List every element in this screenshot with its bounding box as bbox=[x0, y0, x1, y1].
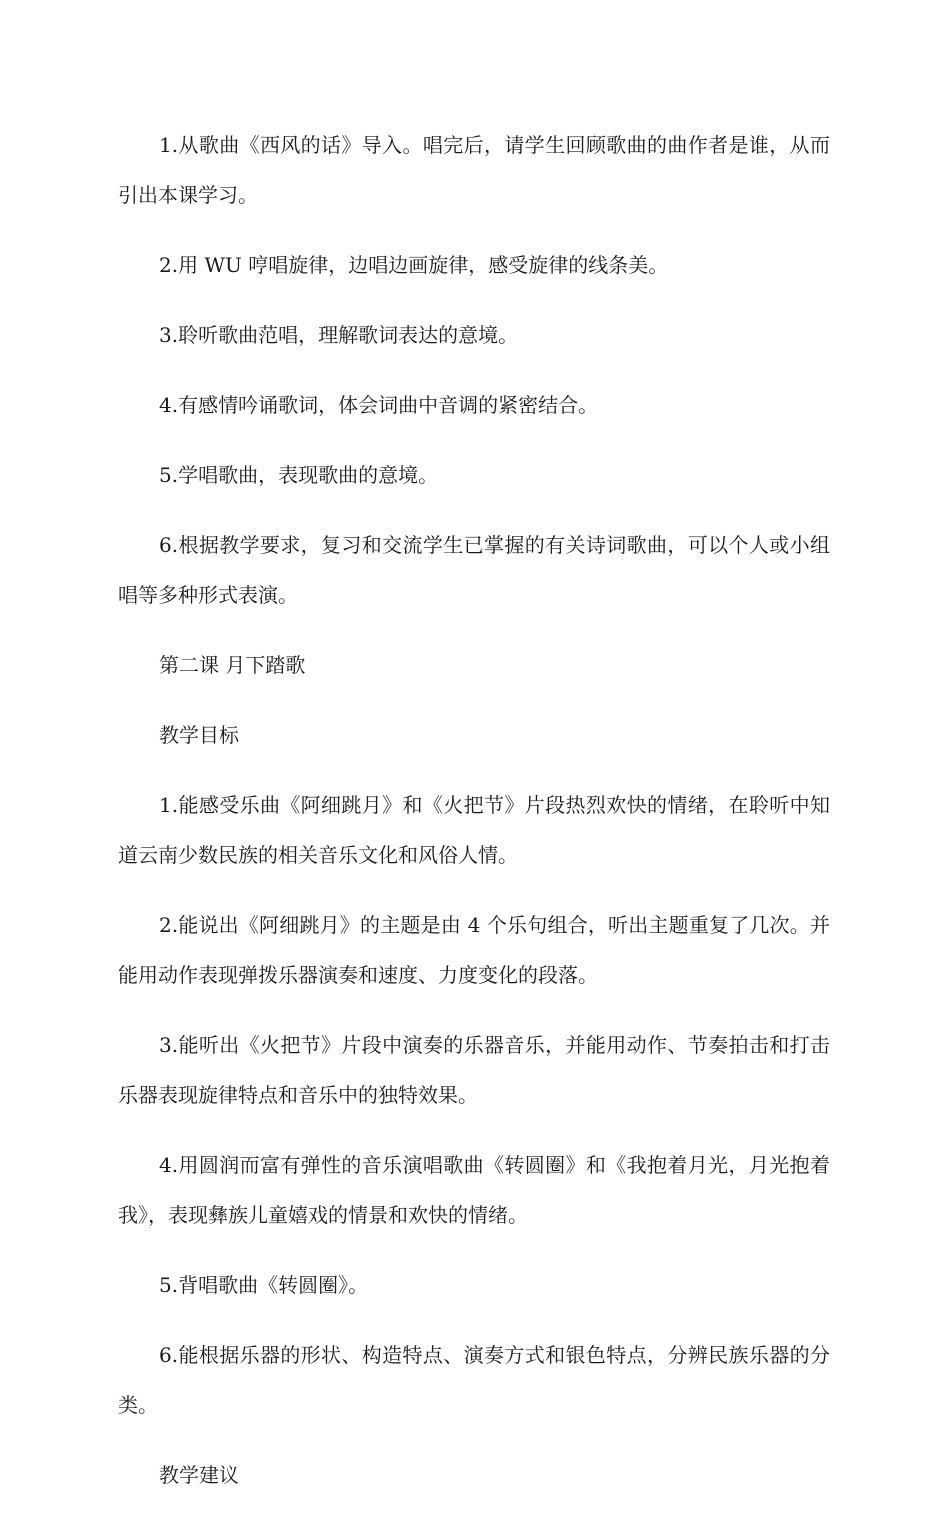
step-3-paragraph: 3.聆听歌曲范唱，理解歌词表达的意境。 bbox=[159, 323, 519, 347]
objective-4-paragraph: 4.用圆润而富有弹性的音乐演唱歌曲《转圆圈》和《我抱着月光，月光抱着我》，表现彝族儿童嬉戏的情景和欢快的情绪。 bbox=[118, 1153, 830, 1227]
lesson-title: 第二课 月下踏歌 bbox=[159, 653, 306, 677]
step-1-paragraph: 1.从歌曲《西风的话》导入。唱完后，请学生回顾歌曲的曲作者是谁，从而引出本课学习。 bbox=[118, 133, 830, 207]
objective-5-paragraph: 5.背唱歌曲《转圆圈》。 bbox=[159, 1273, 369, 1297]
step-5-paragraph: 5.学唱歌曲，表现歌曲的意境。 bbox=[159, 463, 439, 487]
section-heading-suggestions: 教学建议 bbox=[159, 1463, 239, 1487]
objective-1-paragraph: 1.能感受乐曲《阿细跳月》和《火把节》片段热烈欢快的情绪，在聆听中知道云南少数民族的相关音乐文化和风俗人情。 bbox=[118, 793, 830, 867]
objective-3-paragraph: 3.能听出《火把节》片段中演奏的乐器音乐，并能用动作、节奏拍击和打击乐器表现旋律特点和音乐中的独特效果。 bbox=[118, 1033, 830, 1107]
objective-6-paragraph: 6.能根据乐器的形状、构造特点、演奏方式和银色特点，分辨民族乐器的分类。 bbox=[118, 1343, 830, 1417]
document-body bbox=[118, 120, 830, 1520]
step-6-paragraph: 6.根据教学要求，复习和交流学生已掌握的有关诗词歌曲，可以个人或小组唱等多种形式表演。 bbox=[118, 533, 830, 607]
step-4-paragraph: 4.有感情吟诵歌词，体会词曲中音调的紧密结合。 bbox=[159, 393, 599, 417]
objective-2-paragraph: 2.能说出《阿细跳月》的主题是由 4 个乐句组合，听出主题重复了几次。并能用动作表现弹拨乐器演奏和速度、力度变化的段落。 bbox=[118, 913, 830, 987]
section-heading-objectives: 教学目标 bbox=[159, 723, 239, 747]
step-2-paragraph: 2.用 WU 哼唱旋律，边唱边画旋律，感受旋律的线条美。 bbox=[159, 253, 669, 277]
